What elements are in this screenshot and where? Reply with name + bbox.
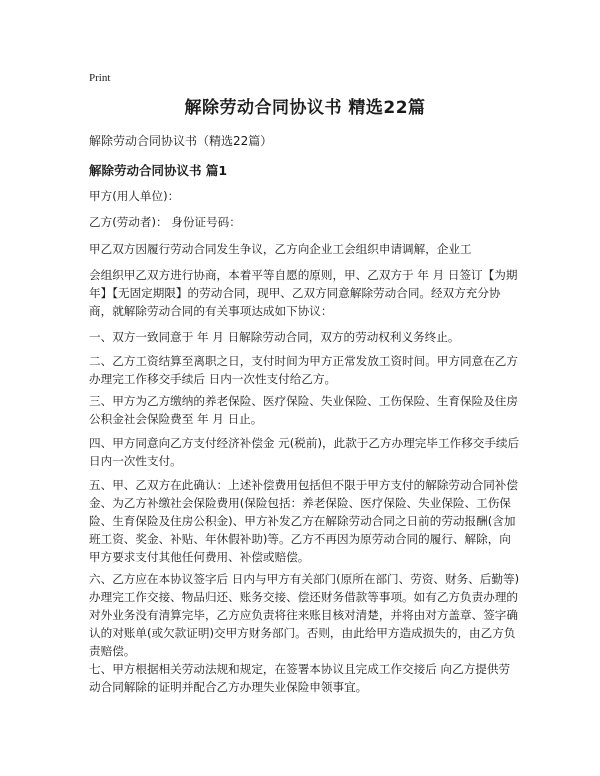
negotiation-paragraph: 会组织甲乙双方进行协商，本着平等自愿的原则，甲、乙双方于 年 月 日签订【为期 年】【无固定期限】的劳动合同，现甲、乙双方同意解除劳动合同。经双方充分协商，就解除劳动合同的有关事项达成如下协议： bbox=[89, 268, 518, 318]
party-a-line: 甲方(用人单位)： bbox=[89, 189, 180, 203]
section-heading: 解除劳动合同协议书 篇1 bbox=[89, 163, 228, 178]
party-b-line: 乙方(劳动者)： 身份证号码： bbox=[89, 215, 241, 229]
clause-3: 三、甲方为乙方缴纳的养老保险、医疗保险、失业保险、工伤保险、生育保险及住房公积金社会保险费至 年 月 日止。 bbox=[89, 394, 518, 426]
print-label: Print bbox=[89, 72, 111, 84]
clause-4: 四、甲方同意向乙方支付经济补偿金 元(税前)，此款于乙方办理完毕工作移交手续后 日内一次性支付。 bbox=[89, 436, 520, 468]
document-title: 解除劳动合同协议书 精选22篇 bbox=[184, 98, 426, 118]
clause-1: 一、双方一致同意于 年 月 日解除劳动合同，双方的劳动权利义务终止。 bbox=[89, 330, 460, 344]
intro-paragraph: 甲乙双方因履行劳动合同发生争议，乙方向企业工会组织申请调解，企业工 bbox=[89, 242, 472, 256]
clause-6: 六、乙方应在本协议签字后 日内与甲方有关部门(原所在部门、劳资、财务、后勤等)办理完工作交接、物品归还、账务交接、偿还财务借款等事项。如有乙方负责办理的对外业务没有清算完毕，乙方应负责将往来账目核对清楚，并将由对方盖章、签字确认的对账单(或欠款证明)交甲方财务部门。否则，由此给甲方造成损失的，由乙方负责赔偿。 bbox=[89, 572, 520, 658]
clause-7: 七、甲方根据相关劳动法规和规定，在签署本协议且完成工作交接后 向乙方提供劳动合同解除的证明并配合乙方办理失业保险申领事宜。 bbox=[89, 662, 511, 694]
document-subtitle: 解除劳动合同协议书（精选22篇） bbox=[89, 134, 273, 148]
clause-2: 二、乙方工资结算至离职之日，支付时间为甲方正常发放工资时间。甲方同意在乙方办理完工作移交手续后 日内一次性支付给乙方。 bbox=[89, 354, 518, 386]
clause-5: 五、甲、乙双方在此确认：上述补偿费用包括但不限于甲方支付的解除劳动合同补偿金、为乙方补缴社会保险费用(保险包括：养老保险、医疗保险、失业保险、工伤保险、生育保险及住房公积金)、甲方补发乙方在解除劳动合同之日前的劳动报酬(含加班工资、奖金、补贴、年休假补助)等。乙方不再因为原劳动合同的履行、解除，向甲方要求支付其他任何费用、补偿或赔偿。 bbox=[89, 478, 518, 564]
